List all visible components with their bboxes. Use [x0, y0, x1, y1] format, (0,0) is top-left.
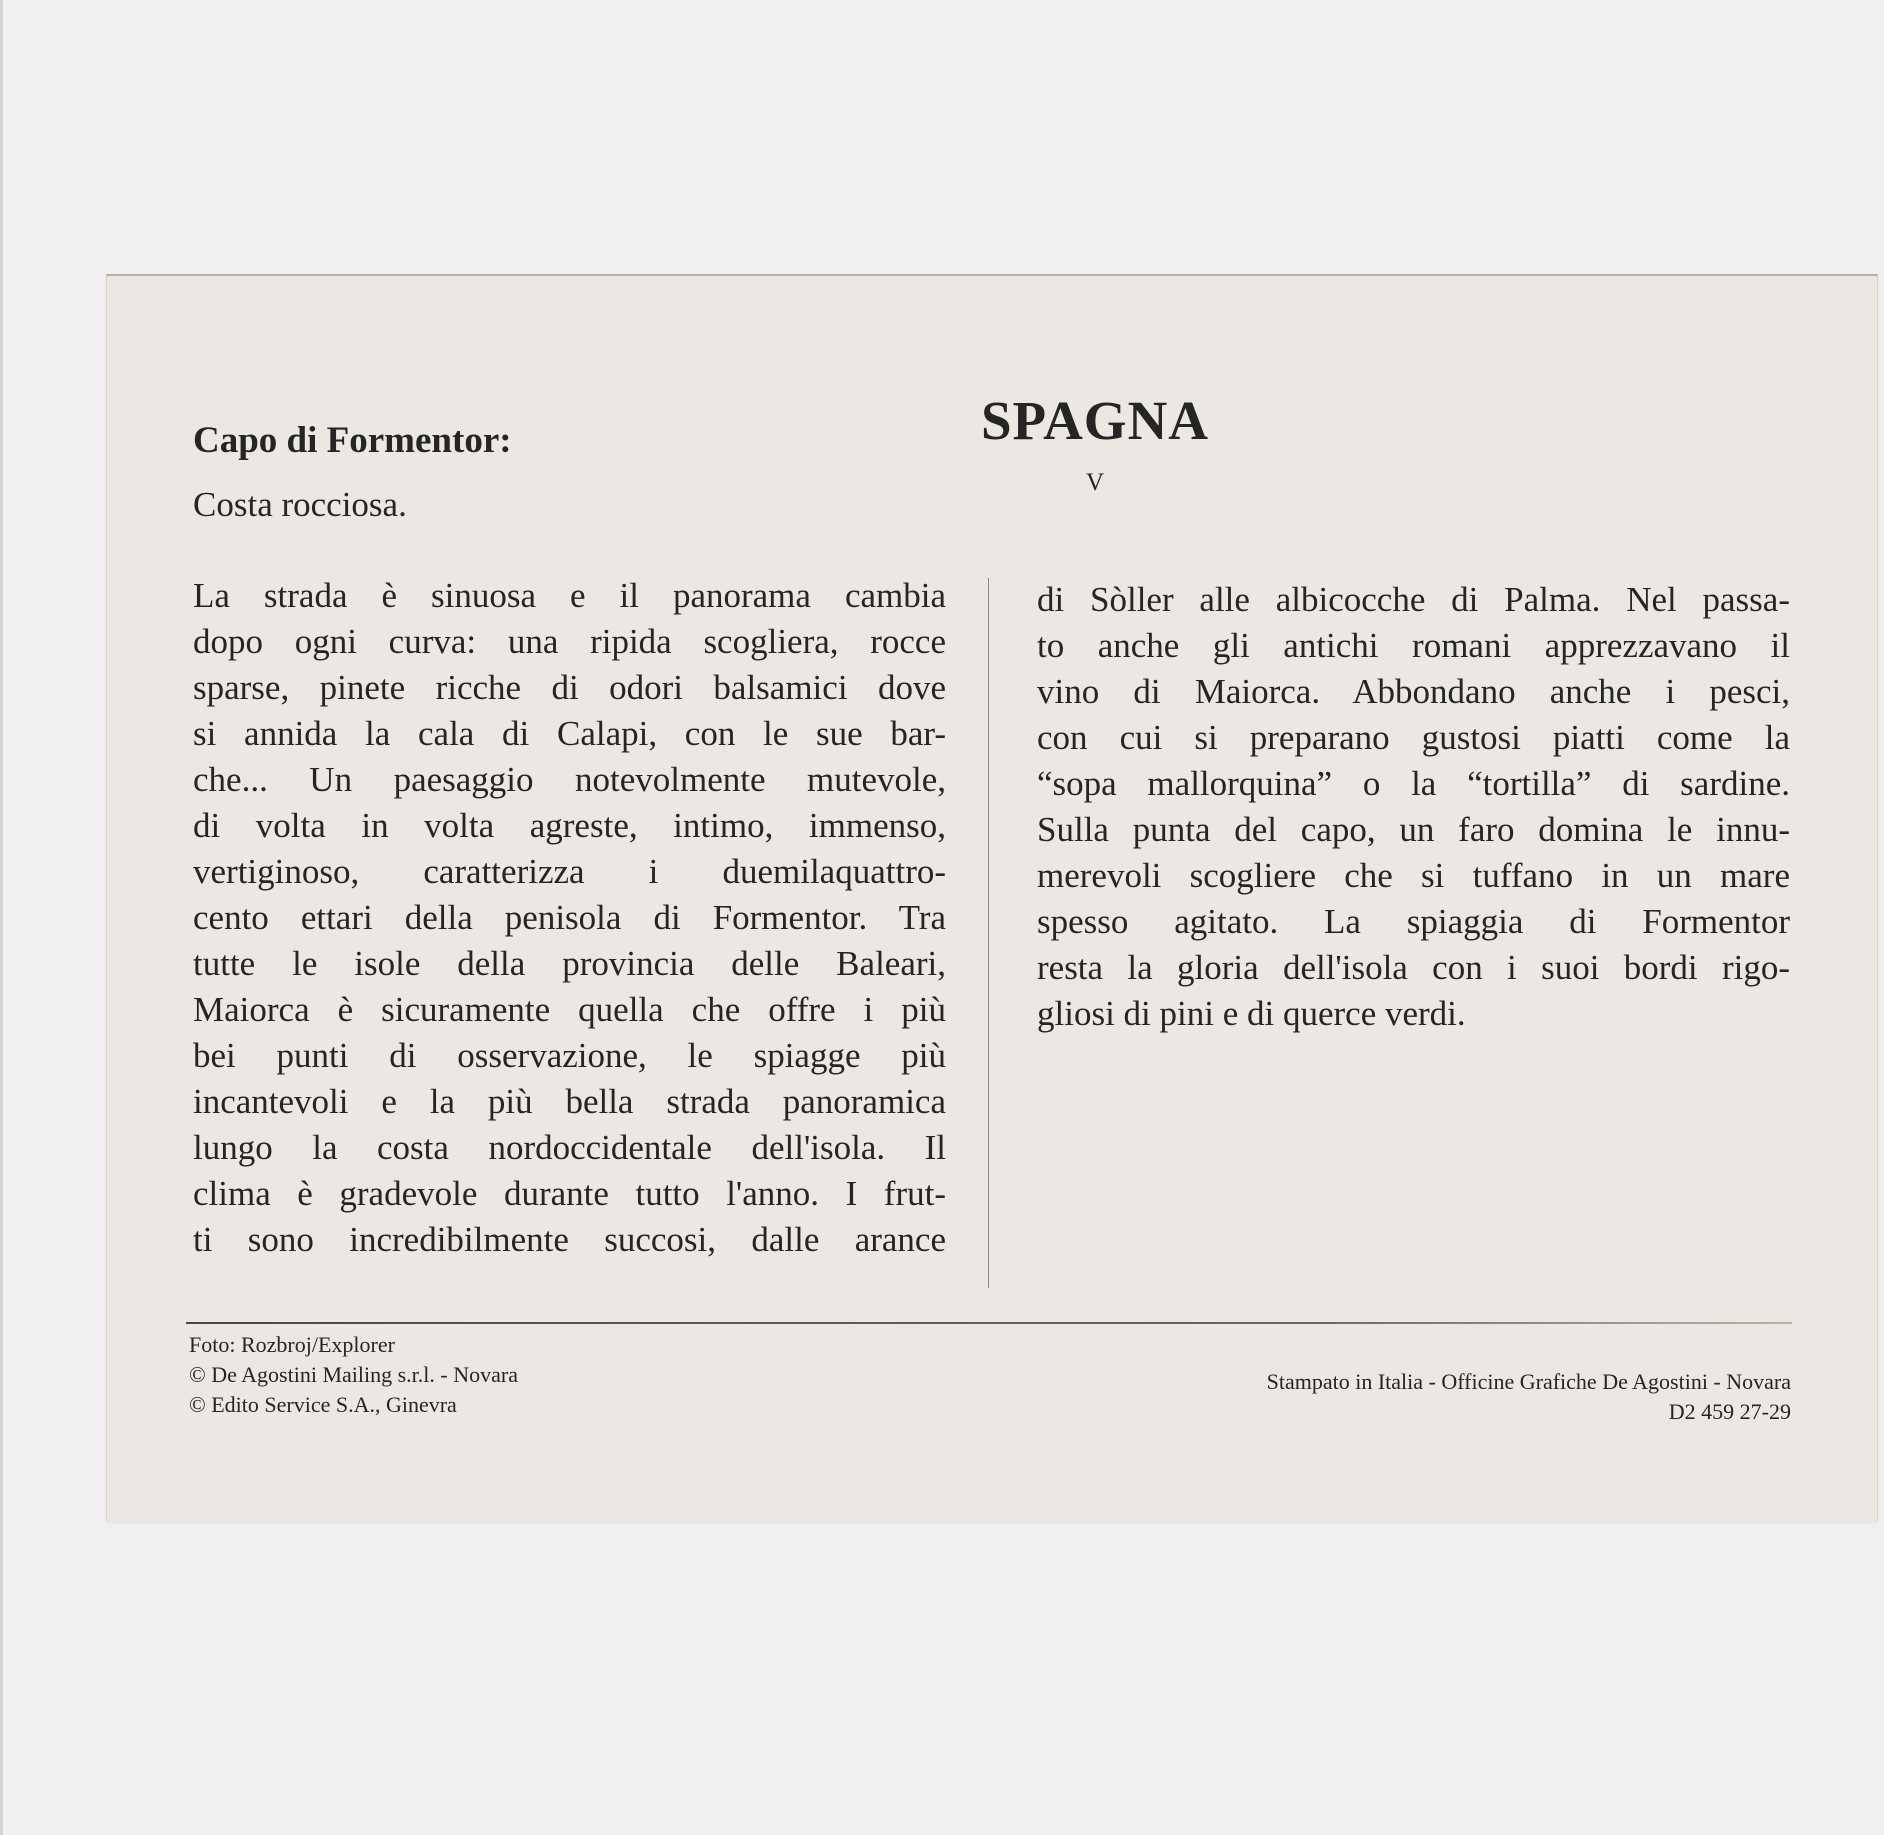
text-line: merevoli scogliere che si tuffano in un mare [1037, 856, 1790, 895]
text-line: gliosi di pini e di querce verdi. [1037, 994, 1466, 1033]
subject-heading: Capo di Formentor: [193, 420, 512, 461]
text-line: “sopa mallorquina” o la “tortilla” di sardine. [1037, 764, 1790, 803]
credit-line: © Edito Service S.A., Ginevra [189, 1392, 457, 1417]
text-line: vertiginoso, caratterizza i duemilaquattro- [193, 852, 946, 891]
country-title: SPAGNA [980, 390, 1210, 451]
text-line: Maiorca è sicuramente quella che offre i più [193, 990, 946, 1029]
postcard-back [106, 274, 1878, 1521]
text-line: con cui si preparano gustosi piatti come la [1037, 718, 1790, 757]
text-line: dopo ogni curva: una ripida scogliera, rocce [193, 622, 946, 661]
text-line: vino di Maiorca. Abbondano anche i pesci, [1037, 672, 1790, 711]
text-line: bei punti di osservazione, le spiagge più [193, 1036, 946, 1075]
text-line: sparse, pinete ricche di odori balsamici dove [193, 668, 946, 707]
footer-rule [186, 1322, 1792, 1324]
credit-line: Foto: Rozbroj/Explorer [189, 1332, 395, 1357]
title-block [885, 390, 1305, 496]
text-line: incantevoli e la più bella strada panoramica [193, 1082, 946, 1121]
text-line: resta la gloria dell'isola con i suoi bordi rigo- [1037, 948, 1790, 987]
left-text-column [193, 573, 946, 1263]
credit-line: © De Agostini Mailing s.r.l. - Novara [189, 1362, 518, 1387]
scan-edge [0, 0, 3, 1835]
printer-line: Stampato in Italia - Officine Grafiche De Agostini - Novara [1266, 1369, 1791, 1394]
text-line: cento ettari della penisola di Formentor. Tra [193, 898, 946, 937]
text-line: che... Un paesaggio notevolmente mutevole, [193, 760, 946, 799]
text-line: di Sòller alle albicocche di Palma. Nel passa- [1037, 580, 1790, 619]
volume-number: V [1085, 469, 1105, 496]
text-line: lungo la costa nordoccidentale dell'isola. Il [193, 1128, 946, 1167]
subject-subtitle: Costa rocciosa. [193, 485, 407, 524]
right-text-column [1037, 577, 1790, 1037]
text-line: ti sono incredibilmente succosi, dalle arance [193, 1220, 946, 1259]
printer-info [1267, 1367, 1791, 1427]
column-divider [988, 578, 989, 1288]
text-line: Sulla punta del capo, un faro domina le innu- [1037, 810, 1790, 849]
text-line: clima è gradevole durante tutto l'anno. I frut- [193, 1174, 946, 1213]
photo-credits [189, 1330, 518, 1420]
text-line: si annida la cala di Calapi, con le sue bar- [193, 714, 946, 753]
text-line: La strada è sinuosa e il panorama cambia [193, 576, 946, 615]
text-line: tutte le isole della provincia delle Baleari, [193, 944, 946, 983]
product-code: D2 459 27-29 [1668, 1399, 1791, 1424]
text-line: to anche gli antichi romani apprezzavano il [1037, 626, 1790, 665]
text-line: di volta in volta agreste, intimo, immenso, [193, 806, 946, 845]
text-line: spesso agitato. La spiaggia di Formentor [1037, 902, 1790, 941]
